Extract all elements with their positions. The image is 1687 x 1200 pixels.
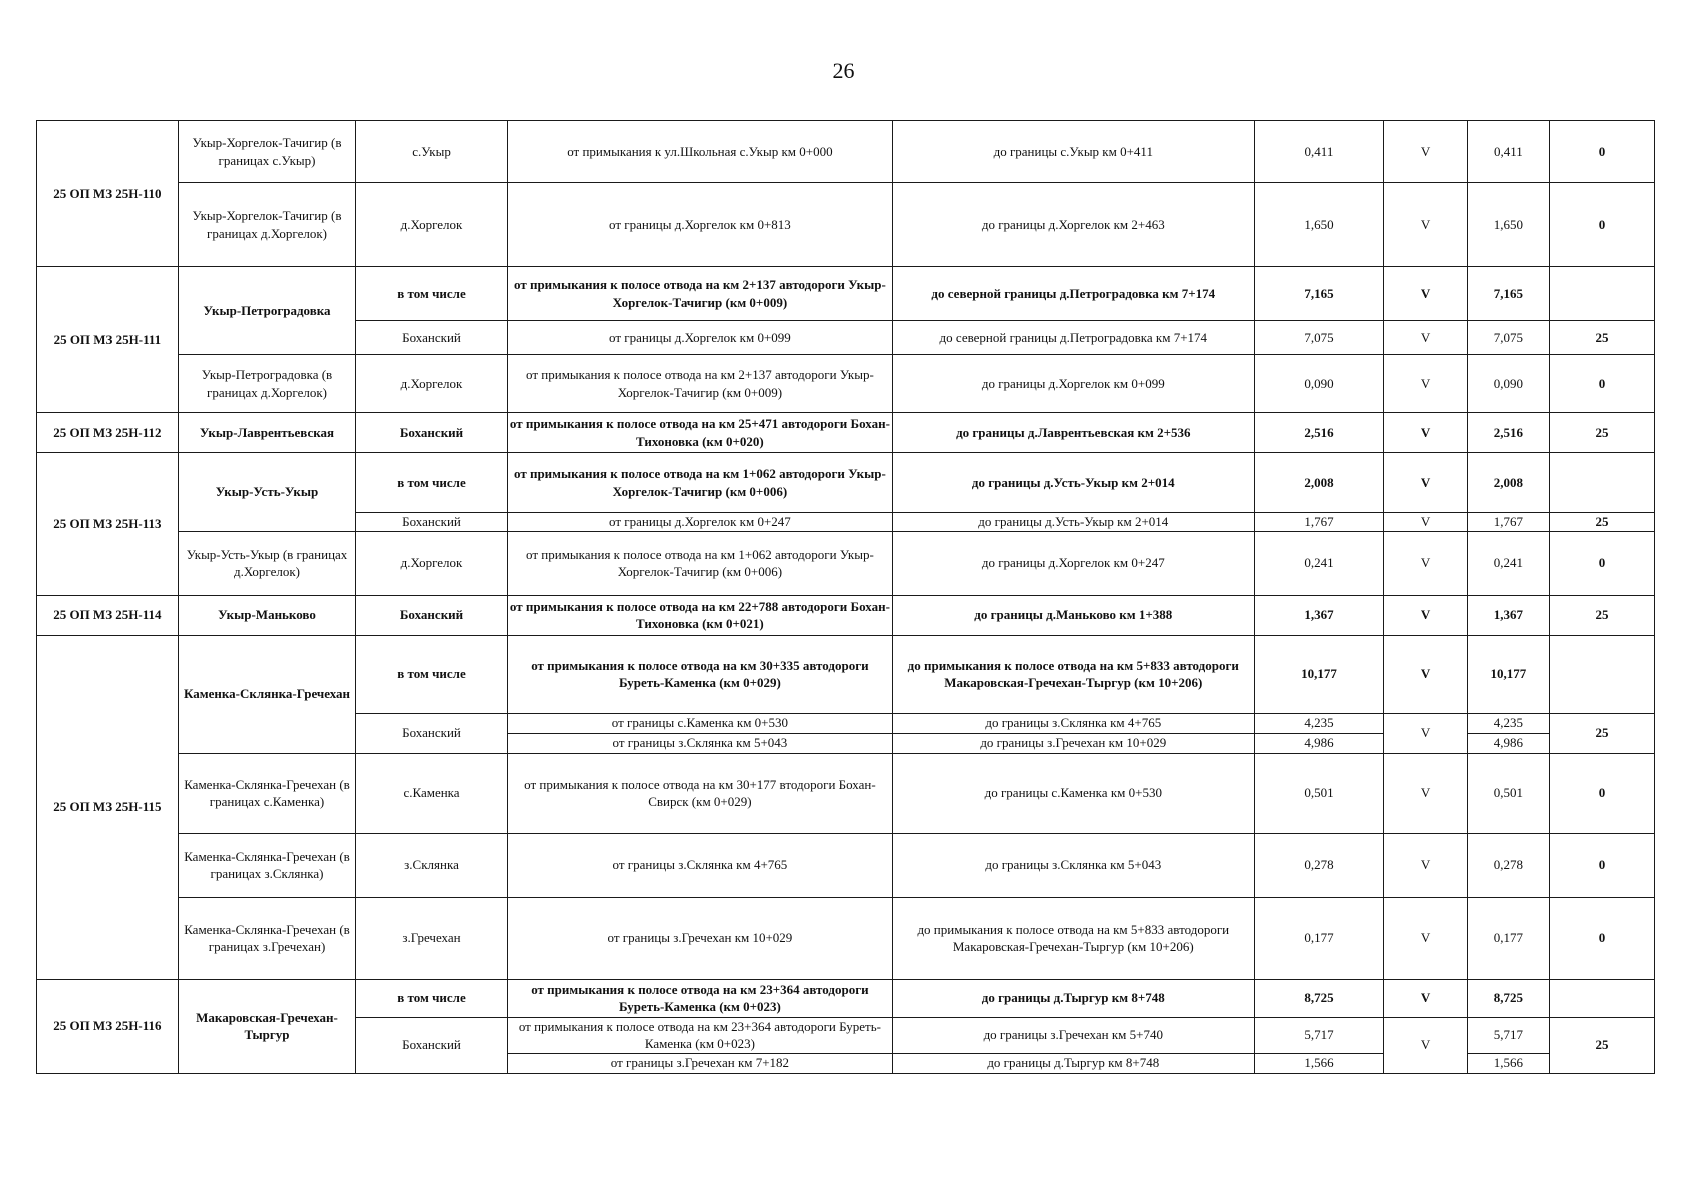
to-cell: до границы д.Тыргур км 8+748 <box>893 979 1254 1017</box>
table-row <box>37 635 1655 713</box>
road-code-cell: 25 ОП МЗ 25Н-114 <box>37 595 179 635</box>
table-row <box>37 531 1655 595</box>
length2-cell: 2,516 <box>1467 413 1549 453</box>
from-cell: от границы д.Хоргелок км 0+099 <box>507 321 892 355</box>
road-name-cell: Каменка-Склянка-Гречехан <box>178 635 355 753</box>
page-number: 26 <box>832 58 855 83</box>
from-cell: от примыкания к ул.Школьная с.Укыр км 0+000 <box>507 121 892 183</box>
from-cell: от примыкания к полосе отвода на км 23+364 автодороги Буреть-Каменка (км 0+023) <box>507 979 892 1017</box>
to-cell: до северной границы д.Петроградовка км 7+174 <box>893 267 1254 321</box>
table-row <box>37 897 1655 979</box>
length-cell: 10,177 <box>1254 635 1384 713</box>
category-cell: V <box>1384 635 1467 713</box>
table-row <box>37 183 1655 267</box>
from-cell: от границы з.Гречехан км 7+182 <box>507 1053 892 1073</box>
category-cell: V <box>1384 183 1467 267</box>
length-cell: 0,241 <box>1254 531 1384 595</box>
length2-cell: 7,075 <box>1467 321 1549 355</box>
to-cell: до границы с.Укыр км 0+411 <box>893 121 1254 183</box>
area-cell: Боханский <box>356 321 508 355</box>
road-name-cell: Укыр-Хоргелок-Тачигир (в границах д.Хоргелок) <box>178 183 355 267</box>
width-cell <box>1549 453 1654 513</box>
width-cell: 0 <box>1549 121 1654 183</box>
area-cell: з.Склянка <box>356 833 508 897</box>
road-name-cell: Каменка-Склянка-Гречехан (в границах з.Склянка) <box>178 833 355 897</box>
from-cell: от примыкания к полосе отвода на км 1+062 автодороги Укыр-Хоргелок-Тачигир (км 0+006) <box>507 453 892 513</box>
area-cell: Боханский <box>356 513 508 532</box>
category-cell: V <box>1384 713 1467 753</box>
to-cell: до границы д.Усть-Укыр км 2+014 <box>893 453 1254 513</box>
table-row <box>37 267 1655 321</box>
category-cell: V <box>1384 1017 1467 1073</box>
length-cell: 2,008 <box>1254 453 1384 513</box>
length-cell: 1,566 <box>1254 1053 1384 1073</box>
road-code-cell: 25 ОП МЗ 25Н-110 <box>37 121 179 267</box>
from-cell: от примыкания к полосе отвода на км 30+335 автодороги Буреть-Каменка (км 0+029) <box>507 635 892 713</box>
to-cell: до границы з.Гречехан км 5+740 <box>893 1017 1254 1053</box>
length2-cell: 7,165 <box>1467 267 1549 321</box>
length2-cell: 4,235 <box>1467 713 1549 733</box>
to-cell: до границы д.Лаврентьевская км 2+536 <box>893 413 1254 453</box>
width-cell: 25 <box>1549 321 1654 355</box>
length-cell: 0,177 <box>1254 897 1384 979</box>
road-name-cell: Укыр-Лаврентьевская <box>178 413 355 453</box>
length2-cell: 0,501 <box>1467 753 1549 833</box>
from-cell: от примыкания к полосе отвода на км 2+137 автодороги Укыр-Хоргелок-Тачигир (км 0+009) <box>507 267 892 321</box>
area-cell: д.Хоргелок <box>356 531 508 595</box>
area-cell: Боханский <box>356 413 508 453</box>
area-cell: з.Гречехан <box>356 897 508 979</box>
table-row <box>37 355 1655 413</box>
length-cell: 2,516 <box>1254 413 1384 453</box>
to-cell: до границы д.Маньково км 1+388 <box>893 595 1254 635</box>
from-cell: от границы д.Хоргелок км 0+247 <box>507 513 892 532</box>
width-cell: 25 <box>1549 513 1654 532</box>
category-cell: V <box>1384 321 1467 355</box>
to-cell: до границы д.Хоргелок км 2+463 <box>893 183 1254 267</box>
width-cell: 0 <box>1549 897 1654 979</box>
area-cell: Боханский <box>356 713 508 753</box>
length2-cell: 5,717 <box>1467 1017 1549 1053</box>
width-cell: 25 <box>1549 413 1654 453</box>
length-cell: 0,411 <box>1254 121 1384 183</box>
table-row <box>37 833 1655 897</box>
road-name-cell: Каменка-Склянка-Гречехан (в границах с.Каменка) <box>178 753 355 833</box>
area-cell: с.Каменка <box>356 753 508 833</box>
width-cell: 25 <box>1549 1017 1654 1073</box>
category-cell: V <box>1384 355 1467 413</box>
to-cell: до примыкания к полосе отвода на км 5+833 автодороги Макаровская-Гречехан-Тыргур (км 10+206) <box>893 897 1254 979</box>
width-cell <box>1549 635 1654 713</box>
length-cell: 8,725 <box>1254 979 1384 1017</box>
length-cell: 4,235 <box>1254 713 1384 733</box>
to-cell: до границы с.Каменка км 0+530 <box>893 753 1254 833</box>
from-cell: от примыкания к полосе отвода на км 22+788 автодороги Бохан-Тихоновка (км 0+021) <box>507 595 892 635</box>
length2-cell: 0,411 <box>1467 121 1549 183</box>
length2-cell: 0,177 <box>1467 897 1549 979</box>
length-cell: 0,501 <box>1254 753 1384 833</box>
to-cell: до границы з.Склянка км 5+043 <box>893 833 1254 897</box>
length2-cell: 2,008 <box>1467 453 1549 513</box>
category-cell: V <box>1384 595 1467 635</box>
to-cell: до границы д.Тыргур км 8+748 <box>893 1053 1254 1073</box>
category-cell: V <box>1384 531 1467 595</box>
area-cell: Боханский <box>356 595 508 635</box>
length-cell: 5,717 <box>1254 1017 1384 1053</box>
area-cell: д.Хоргелок <box>356 183 508 267</box>
category-cell: V <box>1384 979 1467 1017</box>
area-cell: в том числе <box>356 267 508 321</box>
from-cell: от границы з.Склянка км 4+765 <box>507 833 892 897</box>
to-cell: до границы д.Хоргелок км 0+247 <box>893 531 1254 595</box>
table-row <box>37 595 1655 635</box>
road-name-cell: Укыр-Усть-Укыр <box>178 453 355 532</box>
category-cell: V <box>1384 121 1467 183</box>
length-cell: 4,986 <box>1254 733 1384 753</box>
table-row <box>37 979 1655 1017</box>
category-cell: V <box>1384 897 1467 979</box>
length-cell: 0,278 <box>1254 833 1384 897</box>
length-cell: 1,367 <box>1254 595 1384 635</box>
length2-cell: 4,986 <box>1467 733 1549 753</box>
road-name-cell: Укыр-Маньково <box>178 595 355 635</box>
width-cell <box>1549 979 1654 1017</box>
to-cell: до границы д.Хоргелок км 0+099 <box>893 355 1254 413</box>
road-name-cell: Укыр-Петроградовка (в границах д.Хоргелок) <box>178 355 355 413</box>
width-cell: 25 <box>1549 713 1654 753</box>
length-cell: 0,090 <box>1254 355 1384 413</box>
length2-cell: 1,767 <box>1467 513 1549 532</box>
area-cell: в том числе <box>356 979 508 1017</box>
table-row <box>37 753 1655 833</box>
from-cell: от примыкания к полосе отвода на км 2+137 автодороги Укыр-Хоргелок-Тачигир (км 0+009) <box>507 355 892 413</box>
from-cell: от примыкания к полосе отвода на км 30+177 втодороги Бохан-Свирск (км 0+029) <box>507 753 892 833</box>
area-cell: д.Хоргелок <box>356 355 508 413</box>
category-cell: V <box>1384 833 1467 897</box>
to-cell: до границы з.Гречехан км 10+029 <box>893 733 1254 753</box>
width-cell: 0 <box>1549 531 1654 595</box>
table-row <box>37 121 1655 183</box>
width-cell: 0 <box>1549 753 1654 833</box>
category-cell: V <box>1384 453 1467 513</box>
road-code-cell: 25 ОП МЗ 25Н-112 <box>37 413 179 453</box>
from-cell: от границы д.Хоргелок км 0+813 <box>507 183 892 267</box>
from-cell: от границы с.Каменка км 0+530 <box>507 713 892 733</box>
width-cell: 0 <box>1549 183 1654 267</box>
length2-cell: 8,725 <box>1467 979 1549 1017</box>
length2-cell: 1,367 <box>1467 595 1549 635</box>
table-row <box>37 413 1655 453</box>
length-cell: 1,650 <box>1254 183 1384 267</box>
length2-cell: 10,177 <box>1467 635 1549 713</box>
to-cell: до границы д.Усть-Укыр км 2+014 <box>893 513 1254 532</box>
area-cell: в том числе <box>356 635 508 713</box>
from-cell: от границы з.Склянка км 5+043 <box>507 733 892 753</box>
length2-cell: 1,566 <box>1467 1053 1549 1073</box>
width-cell: 0 <box>1549 833 1654 897</box>
area-cell: с.Укыр <box>356 121 508 183</box>
category-cell: V <box>1384 753 1467 833</box>
from-cell: от примыкания к полосе отвода на км 23+364 автодороги Буреть-Каменка (км 0+023) <box>507 1017 892 1053</box>
area-cell: в том числе <box>356 453 508 513</box>
length-cell: 7,165 <box>1254 267 1384 321</box>
category-cell: V <box>1384 513 1467 532</box>
category-cell: V <box>1384 267 1467 321</box>
length2-cell: 0,241 <box>1467 531 1549 595</box>
width-cell: 0 <box>1549 355 1654 413</box>
from-cell: от примыкания к полосе отвода на км 25+471 автодороги Бохан-Тихоновка (км 0+020) <box>507 413 892 453</box>
width-cell: 25 <box>1549 595 1654 635</box>
length2-cell: 0,090 <box>1467 355 1549 413</box>
length-cell: 7,075 <box>1254 321 1384 355</box>
from-cell: от границы з.Гречехан км 10+029 <box>507 897 892 979</box>
road-code-cell: 25 ОП МЗ 25Н-115 <box>37 635 179 979</box>
to-cell: до границы з.Склянка км 4+765 <box>893 713 1254 733</box>
road-name-cell: Каменка-Склянка-Гречехан (в границах з.Гречехан) <box>178 897 355 979</box>
road-code-cell: 25 ОП МЗ 25Н-111 <box>37 267 179 413</box>
area-cell: Боханский <box>356 1017 508 1073</box>
road-name-cell: Укыр-Усть-Укыр (в границах д.Хоргелок) <box>178 531 355 595</box>
to-cell: до северной границы д.Петроградовка км 7+174 <box>893 321 1254 355</box>
category-cell: V <box>1384 413 1467 453</box>
roads-table <box>36 120 1655 1074</box>
table-row <box>37 453 1655 513</box>
road-name-cell: Макаровская-Гречехан-Тыргур <box>178 979 355 1073</box>
length2-cell: 1,650 <box>1467 183 1549 267</box>
length-cell: 1,767 <box>1254 513 1384 532</box>
road-name-cell: Укыр-Петроградовка <box>178 267 355 355</box>
road-code-cell: 25 ОП МЗ 25Н-113 <box>37 453 179 596</box>
from-cell: от примыкания к полосе отвода на км 1+062 автодороги Укыр-Хоргелок-Тачигир (км 0+006) <box>507 531 892 595</box>
road-code-cell: 25 ОП МЗ 25Н-116 <box>37 979 179 1073</box>
to-cell: до примыкания к полосе отвода на км 5+833 автодороги Макаровская-Гречехан-Тыргур (км 10+206) <box>893 635 1254 713</box>
length2-cell: 0,278 <box>1467 833 1549 897</box>
road-name-cell: Укыр-Хоргелок-Тачигир (в границах с.Укыр) <box>178 121 355 183</box>
width-cell <box>1549 267 1654 321</box>
